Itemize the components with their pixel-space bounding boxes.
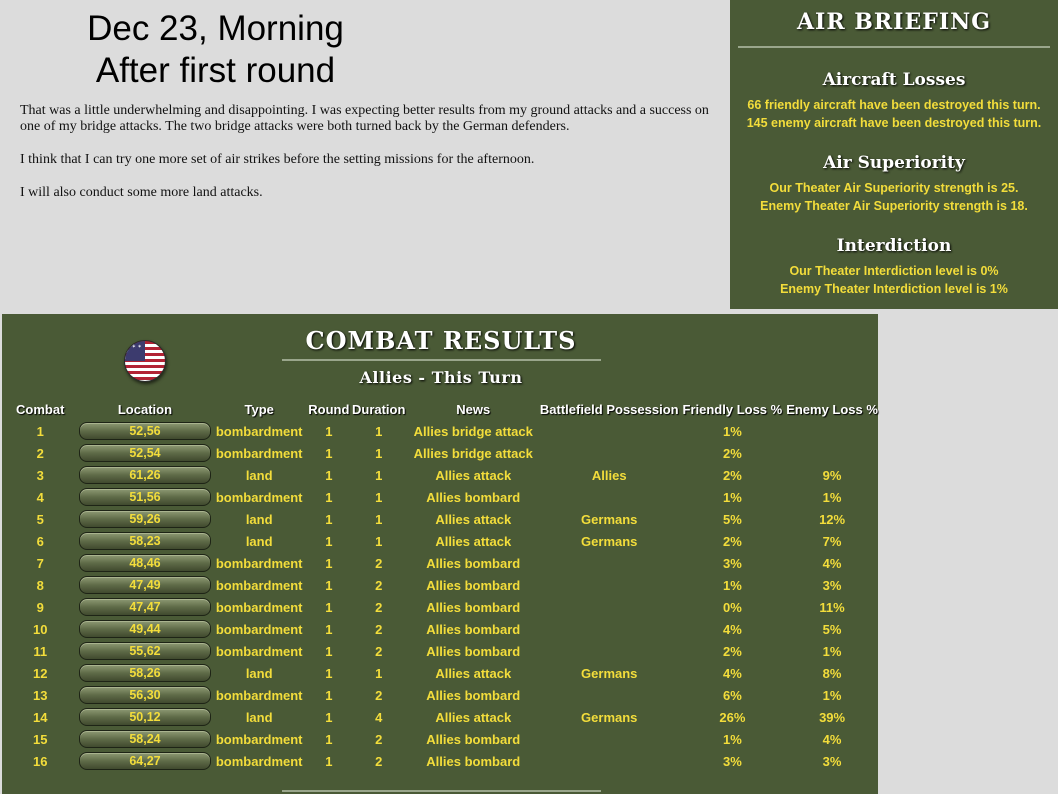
combat-news: Allies bombard <box>426 599 521 615</box>
enemy-loss: 1% <box>822 687 842 703</box>
combat-number: 6 <box>36 533 44 549</box>
combat-news: Allies bombard <box>426 687 521 703</box>
interdiction-section <box>730 236 1058 298</box>
combat-number: 14 <box>33 709 48 725</box>
column-header-type: Type <box>244 401 274 417</box>
location-cell <box>78 728 211 750</box>
combat-type: bombardment <box>215 445 303 461</box>
combat-duration: 2 <box>375 753 383 769</box>
table-row <box>2 684 878 706</box>
battlefield-possession: Germans <box>581 511 638 527</box>
combat-duration: 2 <box>375 687 383 703</box>
narrative-paragraph: I think that I can try one more set of air strikes before the setting missions for the afternoon. <box>20 152 535 167</box>
combat-type: land <box>245 533 273 549</box>
battlefield-possession <box>540 574 679 596</box>
combat-duration: 2 <box>375 577 383 593</box>
combat-duration: 1 <box>375 489 383 505</box>
location-button[interactable]: 49,44 <box>79 620 211 638</box>
table-row <box>2 640 878 662</box>
combat-type: bombardment <box>215 643 303 659</box>
friendly-loss: 4% <box>722 621 742 637</box>
combat-news: Allies bombard <box>426 753 521 769</box>
combat-type: bombardment <box>215 577 303 593</box>
narrative-title-line2: After first round <box>95 51 336 90</box>
location-button[interactable]: 50,12 <box>79 708 211 726</box>
location-button[interactable]: 64,27 <box>79 752 211 770</box>
combat-number: 1 <box>36 423 44 439</box>
column-header-round: Round <box>308 401 350 417</box>
location-cell <box>78 596 211 618</box>
combat-news: Allies attack <box>435 665 512 681</box>
combat-round: 1 <box>325 423 333 439</box>
combat-duration: 1 <box>375 533 383 549</box>
combat-type: bombardment <box>215 423 303 439</box>
enemy-loss: 8% <box>822 665 842 681</box>
combat-round: 1 <box>325 665 333 681</box>
narrative-paragraph: I will also conduct some more land attacks. <box>20 185 263 200</box>
enemy-aircraft-losses: 145 enemy aircraft have been destroyed this turn. <box>746 116 1042 130</box>
combat-type: bombardment <box>215 555 303 571</box>
enemy-loss: 3% <box>822 753 842 769</box>
location-cell <box>78 552 211 574</box>
location-button[interactable]: 47,47 <box>79 598 211 616</box>
battlefield-possession: Allies <box>591 467 627 483</box>
battlefield-possession <box>540 750 679 772</box>
friendly-loss: 3% <box>722 555 742 571</box>
air-briefing-panel <box>730 0 1058 309</box>
combat-type: bombardment <box>215 731 303 747</box>
combat-duration: 1 <box>375 665 383 681</box>
air-briefing-title: AIR BRIEFING <box>796 9 992 35</box>
location-button[interactable]: 48,46 <box>79 554 211 572</box>
combat-news: Allies bridge attack <box>413 445 533 461</box>
combat-results-table <box>2 398 878 772</box>
location-button[interactable]: 58,23 <box>79 532 211 550</box>
friendly-loss: 26% <box>719 709 746 725</box>
our-interdiction: Our Theater Interdiction level is 0% <box>789 264 999 278</box>
location-cell <box>78 706 211 728</box>
table-row <box>2 442 878 464</box>
location-button[interactable]: 55,62 <box>79 642 211 660</box>
combat-number: 13 <box>33 687 48 703</box>
location-button[interactable]: 52,56 <box>79 422 211 440</box>
column-header-news: News <box>456 401 491 417</box>
combat-number: 5 <box>36 511 44 527</box>
friendly-loss: 1% <box>722 731 742 747</box>
friendly-loss: 0% <box>722 599 742 615</box>
combat-news: Allies bombard <box>426 555 521 571</box>
combat-round: 1 <box>325 709 333 725</box>
battlefield-possession <box>540 684 679 706</box>
narrative-text <box>20 103 710 218</box>
combat-round: 1 <box>325 753 333 769</box>
table-row <box>2 728 878 750</box>
battlefield-possession: Germans <box>581 533 638 549</box>
friendly-loss: 2% <box>722 445 742 461</box>
narrative-panel <box>0 0 728 312</box>
combat-number: 15 <box>33 731 48 747</box>
location-cell <box>78 508 211 530</box>
battlefield-possession: Germans <box>581 709 638 725</box>
combat-round: 1 <box>325 643 333 659</box>
combat-news: Allies bombard <box>426 577 521 593</box>
our-air-superiority: Our Theater Air Superiority strength is 25. <box>769 181 1019 195</box>
enemy-loss: 12% <box>819 511 846 527</box>
table-row <box>2 596 878 618</box>
table-row <box>2 530 878 552</box>
friendly-loss: 1% <box>722 577 742 593</box>
combat-round: 1 <box>325 577 333 593</box>
friendly-loss: 3% <box>722 753 742 769</box>
combat-round: 1 <box>325 687 333 703</box>
location-cell <box>78 750 211 772</box>
enemy-loss: 1% <box>822 643 842 659</box>
column-header-enemy-loss: Enemy Loss % <box>786 401 878 417</box>
aircraft-losses-section <box>730 70 1058 132</box>
enemy-loss <box>786 442 878 464</box>
friendly-loss: 1% <box>722 423 742 439</box>
enemy-loss: 11% <box>819 599 845 615</box>
location-cell <box>78 574 211 596</box>
column-header-duration: Duration <box>351 401 406 417</box>
combat-round: 1 <box>325 489 333 505</box>
combat-news: Allies attack <box>435 511 512 527</box>
divider <box>282 359 601 361</box>
location-cell <box>78 442 211 464</box>
section-heading: Interdiction <box>836 236 952 256</box>
enemy-loss: 3% <box>822 577 842 593</box>
enemy-loss: 7% <box>822 533 842 549</box>
location-cell <box>78 684 211 706</box>
enemy-loss: 4% <box>822 555 842 571</box>
combat-type: bombardment <box>215 753 303 769</box>
combat-number: 3 <box>36 467 44 483</box>
enemy-loss: 9% <box>822 467 842 483</box>
friendly-loss: 1% <box>722 489 742 505</box>
combat-news: Allies attack <box>435 467 512 483</box>
combat-news: Allies attack <box>435 533 512 549</box>
table-row <box>2 750 878 772</box>
battlefield-possession <box>540 596 679 618</box>
combat-news: Allies bridge attack <box>413 423 533 439</box>
location-cell <box>78 464 211 486</box>
combat-number: 4 <box>36 489 44 505</box>
table-header-row <box>2 398 878 420</box>
friendly-loss: 4% <box>722 665 742 681</box>
narrative-title-line1: Dec 23, Morning <box>87 9 344 48</box>
enemy-loss: 1% <box>822 489 842 505</box>
location-cell <box>78 618 211 640</box>
combat-news: Allies bombard <box>426 489 521 505</box>
combat-type: land <box>245 467 273 483</box>
combat-round: 1 <box>325 511 333 527</box>
battlefield-possession <box>540 442 679 464</box>
combat-number: 9 <box>36 599 44 615</box>
enemy-loss <box>786 420 878 442</box>
combat-number: 10 <box>33 621 48 637</box>
section-heading: Air Superiority <box>823 153 965 173</box>
location-button[interactable]: 58,26 <box>79 664 211 682</box>
combat-number: 16 <box>33 753 48 769</box>
combat-round: 1 <box>325 555 333 571</box>
divider <box>738 46 1050 48</box>
combat-type: land <box>245 511 273 527</box>
table-row <box>2 552 878 574</box>
battlefield-possession: Germans <box>581 665 638 681</box>
combat-number: 11 <box>33 643 48 659</box>
location-button[interactable]: 59,26 <box>79 510 211 528</box>
combat-news: Allies bombard <box>426 731 521 747</box>
location-button[interactable]: 58,24 <box>79 730 211 748</box>
combat-news: Allies bombard <box>426 621 521 637</box>
combat-number: 7 <box>36 555 44 571</box>
combat-type: land <box>245 709 273 725</box>
combat-type: bombardment <box>215 489 303 505</box>
combat-round: 1 <box>325 731 333 747</box>
narrative-paragraph: That was a little underwhelming and disappointing. I was expecting better results from my ground attacks and a success on one of my bridge attacks. The two bridge attacks were both turned back by the German defenders. <box>20 103 709 134</box>
table-row <box>2 486 878 508</box>
combat-duration: 4 <box>375 709 383 725</box>
friendly-loss: 2% <box>722 643 742 659</box>
combat-duration: 1 <box>375 467 383 483</box>
friendly-loss: 5% <box>722 511 742 527</box>
combat-round: 1 <box>325 621 333 637</box>
combat-round: 1 <box>325 467 333 483</box>
combat-duration: 2 <box>375 731 383 747</box>
combat-news: Allies attack <box>435 709 512 725</box>
combat-round: 1 <box>325 533 333 549</box>
enemy-loss: 5% <box>822 621 842 637</box>
table-row <box>2 420 878 442</box>
location-button[interactable]: 51,56 <box>79 488 211 506</box>
friendly-loss: 2% <box>722 533 742 549</box>
combat-number: 12 <box>33 665 48 681</box>
enemy-loss: 4% <box>822 731 842 747</box>
column-header-possession: Battlefield Possession <box>539 401 679 417</box>
column-header-combat: Combat <box>16 401 65 417</box>
combat-news: Allies bombard <box>426 643 521 659</box>
combat-duration: 2 <box>375 621 383 637</box>
combat-number: 8 <box>36 577 44 593</box>
combat-duration: 1 <box>375 423 383 439</box>
combat-type: land <box>245 665 273 681</box>
battlefield-possession <box>540 552 679 574</box>
battlefield-possession <box>540 640 679 662</box>
combat-duration: 2 <box>375 555 383 571</box>
combat-duration: 1 <box>375 445 383 461</box>
location-cell <box>78 662 211 684</box>
column-header-friendly-loss: Friendly Loss % <box>682 401 783 417</box>
battlefield-possession <box>540 486 679 508</box>
air-superiority-section <box>730 153 1058 215</box>
divider <box>282 790 601 792</box>
location-button[interactable]: 52,54 <box>79 444 211 462</box>
section-heading: Aircraft Losses <box>822 70 966 90</box>
location-cell <box>78 530 211 552</box>
location-cell <box>78 640 211 662</box>
combat-type: bombardment <box>215 599 303 615</box>
enemy-air-superiority: Enemy Theater Air Superiority strength is 18. <box>760 199 1028 213</box>
friendly-loss: 6% <box>722 687 742 703</box>
location-button[interactable]: 47,49 <box>79 576 211 594</box>
combat-duration: 2 <box>375 643 383 659</box>
column-header-location: Location <box>117 401 173 417</box>
battlefield-possession <box>540 618 679 640</box>
enemy-interdiction: Enemy Theater Interdiction level is 1% <box>780 282 1008 296</box>
friendly-loss: 2% <box>722 467 742 483</box>
table-row <box>2 574 878 596</box>
combat-results-body <box>2 420 878 772</box>
location-button[interactable]: 61,26 <box>79 466 211 484</box>
combat-number: 2 <box>36 445 44 461</box>
combat-duration: 1 <box>375 511 383 527</box>
table-row <box>2 508 878 530</box>
battlefield-possession <box>540 420 679 442</box>
combat-round: 1 <box>325 599 333 615</box>
combat-results-panel <box>2 314 878 794</box>
table-row <box>2 464 878 486</box>
location-button[interactable]: 56,30 <box>79 686 211 704</box>
enemy-loss: 39% <box>819 709 846 725</box>
table-row <box>2 662 878 684</box>
combat-duration: 2 <box>375 599 383 615</box>
combat-results-subtitle: Allies - This Turn <box>359 368 523 387</box>
table-row <box>2 618 878 640</box>
location-cell <box>78 420 211 442</box>
location-cell <box>78 486 211 508</box>
combat-type: bombardment <box>215 621 303 637</box>
combat-results-title: COMBAT RESULTS <box>305 326 577 355</box>
table-row <box>2 706 878 728</box>
combat-round: 1 <box>325 445 333 461</box>
combat-type: bombardment <box>215 687 303 703</box>
battlefield-possession <box>540 728 679 750</box>
friendly-aircraft-losses: 66 friendly aircraft have been destroyed this turn. <box>747 98 1041 112</box>
